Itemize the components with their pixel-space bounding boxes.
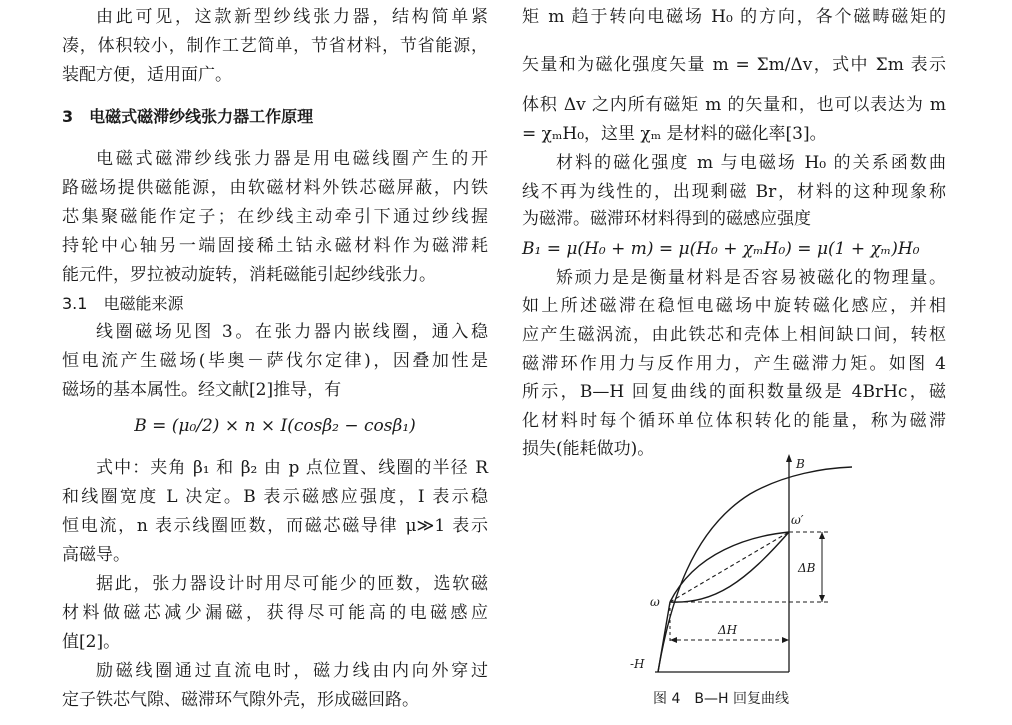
paragraph-line: 磁滞环作用力与反作用力，产生磁滞力矩。如图 4: [522, 354, 946, 374]
label-delta-b: ΔB: [798, 561, 816, 575]
paragraph-line: 装配方便，适用面广。: [62, 65, 232, 85]
figure-bh-curve: [600, 452, 862, 684]
paragraph-line: 芯集聚磁能作定子；在纱线主动牵引下通过纱线握: [62, 207, 488, 227]
delta-b-arrow-bottom: [819, 595, 825, 602]
b-axis-arrow: [786, 454, 792, 462]
paragraph-line: 矩 m 趋于转向电磁场 H₀ 的方向，各个磁畴磁矩的: [522, 7, 946, 27]
paragraph-line: 材料做磁芯减少漏磁，获得尽可能高的电磁感应: [62, 603, 488, 623]
paragraph-line: 应产生磁涡流，由此铁芯和壳体上相间缺口间，转枢: [522, 325, 946, 345]
paragraph-line: 电磁式磁滞纱线张力器是用电磁线圈产生的开: [96, 149, 488, 169]
paragraph-line: 体积 Δv 之内所有磁矩 m 的矢量和，也可以表达为 m: [522, 95, 946, 115]
delta-h-arrow-left: [670, 637, 677, 643]
paragraph-line: 由此可见，这款新型纱线张力器，结构简单紧: [96, 7, 488, 27]
paragraph-line: 为磁滞。磁滞环材料得到的磁感应强度: [522, 209, 811, 229]
paragraph-line: 凑，体积较小，制作工艺简单，节省材料，节省能源，: [62, 36, 488, 56]
paragraph-line: 矫顽力是是衡量材料是否容易被磁化的物理量。: [556, 268, 946, 288]
paragraph-line: 损失(能耗做功)。: [522, 439, 655, 459]
magnetization-curve: [658, 467, 852, 672]
paragraph-line: 恒电流，n 表示线圈匝数，而磁芯磁导律 μ≫1 表示: [62, 516, 488, 536]
equation-magnetic-induction: B₁ = μ(H₀ + m) = μ(H₀ + χₘH₀) = μ(1 + χₘ)H₀: [522, 239, 920, 259]
paragraph-line: 材料的磁化强度 m 与电磁场 H₀ 的关系函数曲: [556, 153, 946, 173]
paragraph-line: 据此，张力器设计时用尽可能少的匝数，选软磁: [96, 574, 488, 594]
label-neg-h: -H: [630, 657, 645, 671]
paragraph-line: 路磁场提供磁能源，由软磁材料外铁芯磁屏蔽，内铁: [62, 178, 488, 198]
paragraph-line: 能元件，罗拉被动旋转，消耗磁能引起纱线张力。: [62, 265, 436, 285]
paragraph-line: 如上所述磁滞在稳恒电磁场中旋转磁化感应，并相: [522, 296, 946, 316]
label-b: B: [796, 457, 805, 471]
label-delta-h: ΔH: [718, 623, 738, 637]
paragraph-line: 式中：夹角 β₁ 和 β₂ 由 p 点位置、线圈的半径 R: [96, 458, 488, 478]
paragraph-line: 线圈磁场见图 3。在张力器内嵌线圈，通入稳: [96, 322, 488, 342]
paragraph-line: 化材料时每个循环单位体积转化的能量，称为磁滞: [522, 411, 946, 431]
paragraph-line: 磁场的基本属性。经文献[2]推导，有: [62, 380, 342, 400]
subsection-heading: 3.1 电磁能来源: [62, 294, 184, 313]
paragraph-line: 定子铁芯气隙、磁滞环气隙外壳，形成磁回路。: [62, 690, 419, 710]
paragraph-line: 励磁线圈通过直流电时，磁力线由内向外穿过: [96, 661, 488, 681]
bh-curve-diagram: [600, 452, 862, 684]
section-heading: 3 电磁式磁滞纱线张力器工作原理: [62, 107, 314, 126]
equation-biot-savart: B = (μ₀/2) × n × I(cosβ₂ − cosβ₁): [134, 416, 416, 436]
paragraph-line: 和线圈宽度 L 决定。B 表示磁感应强度，I 表示稳: [62, 487, 488, 507]
paragraph-line: = χₘH₀，这里 χₘ 是材料的磁化率[3]。: [522, 124, 827, 144]
label-omega-prime: ω′: [791, 513, 804, 527]
paragraph-line: 持轮中心轴另一端固接稀土钴永磁材料作为磁滞耗: [62, 236, 488, 256]
delta-h-arrow-right: [782, 637, 789, 643]
label-omega: ω: [650, 595, 660, 609]
figure-caption: 图 4 B—H 回复曲线: [653, 691, 789, 707]
paragraph-line: 线不再为线性的，出现剩磁 Br，材料的这种现象称: [522, 182, 946, 202]
paragraph-line: 恒电流产生磁场(毕奥－萨伐尔定律)，因叠加性是: [62, 351, 488, 371]
paragraph-line: 高磁导。: [62, 545, 130, 565]
demagnetization-branch: [658, 602, 670, 672]
paragraph-line: 值[2]。: [62, 632, 121, 652]
paragraph-line: 所示，B—H 回复曲线的面积数量级是 4BrHc，磁: [522, 382, 946, 402]
delta-b-arrow-top: [819, 532, 825, 539]
paragraph-line-with-formula: 矢量和为磁化强度矢量 m = Σm/Δv，式中 Σm 表示: [522, 55, 946, 75]
